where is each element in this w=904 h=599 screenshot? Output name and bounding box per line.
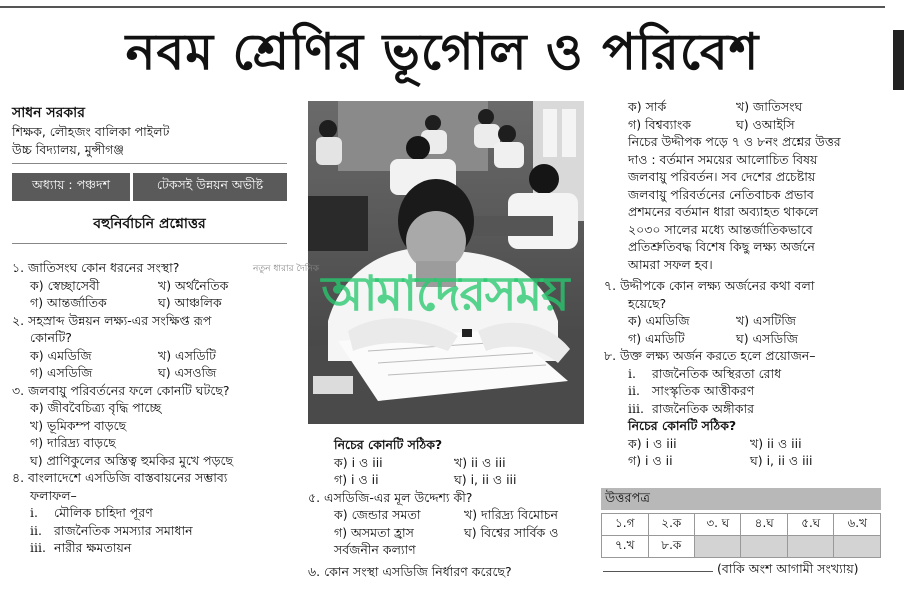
question-stem: ৫. এসডিজি-এর মূল উদ্দেশ্য কী? <box>308 489 473 505</box>
option: খ) অর্থনৈতিক <box>158 277 229 293</box>
statement: মৌলিক চাহিদা পূরণ <box>54 505 153 520</box>
option: ক) i ও iii <box>628 435 677 451</box>
answer-cell: ২.ক <box>648 514 695 536</box>
answer-cell: ১.গ <box>602 514 649 536</box>
passage-line: ২০৩০ সালের মধ্যে আন্তর্জাতিকভাবে <box>628 221 813 237</box>
answer-cell-empty <box>695 536 741 558</box>
topic-chip: টেকসই উন্নয়ন অভীষ্ট <box>133 173 287 201</box>
question-stem: ৩. জলবায়ু পরিবর্তনের ফলে কোনটি ঘটছে? <box>12 382 230 398</box>
option: ঘ) i, ii ও iii <box>454 472 517 487</box>
passage-line: জলবায়ু পরিবর্তন। সব দেশের প্রচেষ্টায় <box>628 169 816 184</box>
option: ক) জেন্ডার সমতা <box>334 507 421 522</box>
option: ঘ) ওআইসি <box>736 116 795 132</box>
question-stem: ২. সহস্রাব্দ উন্নয়ন লক্ষ্য-এর সংক্ষিপ্ত রূপ <box>12 312 212 328</box>
option: ক) জীববৈচিত্র্য বৃদ্ধি পাচ্ছে <box>30 400 162 415</box>
option: গ) বিশ্বব্যাংক <box>628 116 692 132</box>
watermark-logo: আমাদেরসময় <box>321 266 569 322</box>
option: ঘ) প্রাণিকুলের অস্তিত্ব হুমকির মুখে পড়ছে <box>30 452 234 468</box>
option: ঘ) এসওজি <box>158 365 217 380</box>
question-stem: হয়েছে? <box>628 295 667 311</box>
option: গ) আন্তর্জাতিক <box>30 295 107 310</box>
which-correct: নিচের কোনটি সঠিক? <box>628 418 737 433</box>
author-school: উচ্চ বিদ্যালয়, মুন্সীগঞ্জ <box>12 141 124 157</box>
statement: রাজনৈতিক অস্থিরতা রোধ <box>652 365 782 381</box>
page-title: নবম শ্রেণির ভূগোল ও পরিবেশ <box>125 23 760 81</box>
answer-cell-empty <box>834 536 881 558</box>
option: গ) অসমতা হ্রাস <box>334 524 414 540</box>
roman-numeral: iii. <box>30 540 46 555</box>
answer-row <box>602 514 881 536</box>
option: খ) ii ও iii <box>750 435 802 451</box>
question-stem: ৬. কোন সংস্থা এসডিজি নির্ধারণ করেছে? <box>308 563 512 579</box>
option: ক) স্বেচ্ছাসেবী <box>30 277 100 293</box>
chapter-banner <box>12 173 287 201</box>
page-edge-marker <box>893 30 904 90</box>
question-stem: ৮. উক্ত লক্ষ্য অর্জন করতে হলে প্রয়োজন– <box>604 348 816 363</box>
option: গ) দারিদ্র্য বাড়ছে <box>30 435 116 450</box>
option: গ) i ও ii <box>334 472 379 487</box>
roman-numeral: i. <box>628 365 636 381</box>
stimulus-passage <box>604 133 886 273</box>
author-name: সাধন সরকার <box>12 105 85 121</box>
header-rule <box>0 6 885 8</box>
option: ঘ) i, ii ও iii <box>750 453 813 468</box>
divider <box>12 163 287 164</box>
option: খ) এসটিজি <box>736 313 796 328</box>
option: ক) সার্ক <box>628 99 667 114</box>
passage-line: প্রশমনের বর্তমান ধারা অব্যাহত থাকলে <box>628 204 819 219</box>
roman-numeral: iii. <box>628 400 644 416</box>
question-stem: কোনটি? <box>30 330 72 345</box>
option: ক) এমডিজি <box>30 347 92 363</box>
answer-cell: ৫.ঘ <box>787 514 834 536</box>
answer-cell: ৪.ঘ <box>741 514 788 536</box>
question-stem: ৭. উদ্দীপকে কোন লক্ষ্য অর্জনের কথা বলা <box>604 278 815 293</box>
statement: রাজনৈতিক সমস্যার সমাধান <box>54 522 193 538</box>
divider <box>12 243 287 244</box>
answer-cell: ৬.খ <box>834 514 881 536</box>
option: ঘ) আঞ্চলিক <box>158 295 222 310</box>
roman-numeral: i. <box>30 505 38 520</box>
option: গ) এমডিটি <box>628 330 685 346</box>
option: খ) ভূমিকম্প বাড়ছে <box>30 417 127 433</box>
option: ঘ) এসডিজি <box>736 330 798 346</box>
roman-numeral: ii. <box>30 522 42 538</box>
answer-cell: ৩. ঘ <box>695 514 741 536</box>
passage-line: আমরা সফল হব। <box>628 256 713 272</box>
statement: সাংস্কৃতিক আত্তীকরণ <box>652 383 755 398</box>
roman-numeral: ii. <box>628 383 640 398</box>
which-correct: নিচের কোনটি সঠিক? <box>334 437 443 452</box>
passage-line: প্রতিশ্রুতিবদ্ধ বিশেষ কিছু লক্ষ্য অর্জনে <box>628 239 815 254</box>
statement: রাজনৈতিক অঙ্গীকার <box>652 400 755 416</box>
chapter-chip: অধ্যায় : পঞ্চদশ <box>12 173 130 201</box>
option: ক) এমডিজি <box>628 313 690 328</box>
question-stem: ফলাফল– <box>30 487 77 503</box>
question-stem: ১. জাতিসংঘ কোন ধরনের সংস্থা? <box>12 260 180 275</box>
option: গ) i ও ii <box>628 453 673 468</box>
statement: নারীর ক্ষমতায়ন <box>54 540 132 555</box>
passage-line: দাও : বর্তমান সময়ের আলোচিত বিষয় <box>628 151 818 167</box>
passage-line: নিচের উদ্দীপক পড়ে ৭ ও ৮নং প্রশ্নের উত্তর <box>628 134 841 149</box>
answer-cell: ৭.খ <box>602 536 649 558</box>
passage-line: জলবায়ু পরিবর্তনের নেতিবাচক প্রভাব <box>628 186 814 202</box>
option: খ) এসডিটি <box>158 347 216 363</box>
author-role: শিক্ষক, লৌহজং বালিকা পাইলট <box>12 124 170 139</box>
middle-questions <box>308 436 594 580</box>
answer-key-table <box>601 513 881 558</box>
option: খ) দারিদ্র্য বিমোচন <box>464 507 558 522</box>
option: খ) ii ও iii <box>454 454 506 470</box>
answer-cell-empty <box>787 536 834 558</box>
right-questions <box>604 98 886 470</box>
option: ক) i ও iii <box>334 454 383 470</box>
answer-row <box>602 536 881 558</box>
footer-rule <box>603 571 713 572</box>
watermark-tagline: নতুন ধারার দৈনিক <box>253 264 319 274</box>
answer-cell: ৮.ক <box>648 536 695 558</box>
section-heading: বহুনির্বাচনি প্রশ্নোত্তর <box>93 216 206 232</box>
author-block <box>12 103 169 158</box>
option: গ) এসডিজি <box>30 365 93 380</box>
continued-note: (বাকি অংশ আগামী সংখ্যায়) <box>717 561 859 576</box>
question-stem: ৪. বাংলাদেশে এসডিজি বাস্তবায়নের সম্ভাব্য <box>12 470 228 485</box>
answer-cell-empty <box>741 536 788 558</box>
option: সর্বজনীন কল্যাণ <box>334 542 416 557</box>
answer-key-title: উত্তরপত্র <box>601 488 881 510</box>
option: ঘ) বিশ্বের সার্বিক ও <box>464 524 559 540</box>
option: খ) জাতিসংঘ <box>736 99 803 114</box>
